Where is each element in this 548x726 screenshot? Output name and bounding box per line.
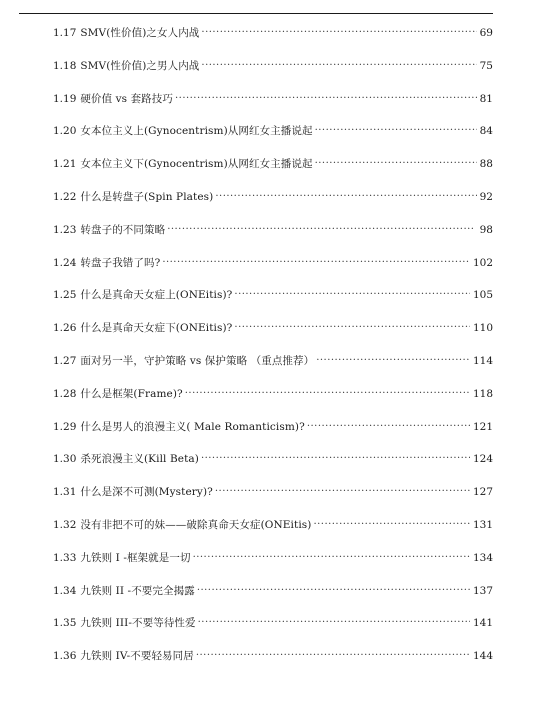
dot-leader bbox=[307, 420, 470, 430]
toc-entry-number: 1.30 bbox=[53, 453, 77, 466]
toc-entry[interactable] bbox=[53, 354, 493, 387]
toc-entry-page: 69 bbox=[479, 27, 493, 39]
toc-entry-title: 九铁则 II -不要完全揭露 bbox=[80, 584, 195, 597]
toc-entry-page: 141 bbox=[472, 617, 493, 630]
toc-entry-number: 1.33 bbox=[53, 551, 77, 564]
toc-entry-number: 1.32 bbox=[53, 518, 77, 531]
toc-entry-page: 105 bbox=[472, 289, 493, 302]
toc-entry-number: 1.34 bbox=[53, 584, 77, 597]
toc-entry-title: 什么是转盘子(Spin Plates) bbox=[80, 190, 214, 203]
toc-entry-page: 118 bbox=[472, 387, 493, 400]
toc-entry-title: 女本位主义上(Gynocentrism)从网红女主播说起 bbox=[80, 125, 313, 138]
toc-entry-title: 九铁则 I -框架就是一切 bbox=[80, 551, 191, 564]
table-of-contents bbox=[53, 26, 493, 682]
toc-entry-title: SMV(性价值)之男人内战 bbox=[80, 59, 200, 72]
dot-leader bbox=[175, 92, 477, 102]
toc-entry-title: 转盘子的不同策略 bbox=[80, 223, 166, 236]
toc-entry[interactable] bbox=[53, 288, 493, 321]
toc-entry[interactable] bbox=[53, 256, 493, 289]
toc-entry-number: 1.26 bbox=[53, 322, 77, 335]
dot-leader bbox=[234, 321, 470, 331]
dot-leader bbox=[167, 223, 476, 233]
toc-entry[interactable] bbox=[53, 420, 493, 453]
toc-entry[interactable] bbox=[53, 59, 493, 92]
toc-entry-title: 面对另一半，守护策略 vs 保护策略 （重点推荐） bbox=[80, 354, 315, 367]
toc-entry-page: 124 bbox=[472, 453, 493, 466]
toc-entry[interactable] bbox=[53, 157, 493, 190]
dot-leader bbox=[201, 59, 476, 69]
toc-entry-number: 1.22 bbox=[53, 190, 77, 203]
toc-entry[interactable] bbox=[53, 649, 493, 682]
dot-leader bbox=[201, 26, 476, 36]
toc-entry-title: 没有非把不可的妹——破除真命天女症(ONEitis) bbox=[80, 518, 312, 531]
dot-leader bbox=[315, 157, 477, 167]
toc-entry-page: 110 bbox=[472, 322, 493, 335]
toc-entry-page: 144 bbox=[472, 650, 493, 663]
dot-leader bbox=[313, 518, 469, 528]
toc-entry-title: 硬价值 vs 套路技巧 bbox=[80, 92, 173, 105]
toc-entry-title: 什么是真命天女症下(ONEitis)? bbox=[80, 322, 233, 335]
toc-entry[interactable] bbox=[53, 551, 493, 584]
dot-leader bbox=[196, 649, 470, 659]
toc-entry[interactable] bbox=[53, 584, 493, 617]
toc-entry-number: 1.35 bbox=[53, 617, 77, 630]
toc-entry-title: 九铁则 III-不要等待性爱 bbox=[80, 617, 196, 630]
dot-leader bbox=[316, 354, 470, 364]
dot-leader bbox=[185, 387, 470, 397]
toc-entry-page: 75 bbox=[479, 59, 493, 72]
toc-entry-title: 转盘子我错了吗? bbox=[80, 256, 161, 269]
dot-leader bbox=[201, 452, 470, 462]
toc-entry-number: 1.27 bbox=[53, 354, 77, 367]
dot-leader bbox=[234, 288, 470, 298]
toc-entry[interactable] bbox=[53, 26, 493, 59]
toc-entry-page: 131 bbox=[472, 518, 493, 531]
dot-leader bbox=[315, 124, 477, 134]
toc-entry-number: 1.17 bbox=[53, 27, 77, 39]
toc-entry-title: 女本位主义下(Gynocentrism)从网红女主播说起 bbox=[80, 158, 313, 171]
toc-entry[interactable] bbox=[53, 124, 493, 157]
toc-entry-number: 1.31 bbox=[53, 486, 77, 499]
toc-entry[interactable] bbox=[53, 223, 493, 256]
toc-entry[interactable] bbox=[53, 92, 493, 125]
toc-entry-page: 88 bbox=[479, 158, 493, 171]
dot-leader bbox=[193, 551, 470, 561]
toc-entry-page: 98 bbox=[479, 223, 493, 236]
toc-entry-page: 92 bbox=[479, 190, 493, 203]
toc-entry-title: 什么是男人的浪漫主义( Male Romanticism)? bbox=[80, 420, 305, 433]
toc-entry-page: 127 bbox=[472, 486, 493, 499]
toc-entry-number: 1.18 bbox=[53, 59, 77, 72]
toc-entry-title: SMV(性价值)之女人内战 bbox=[80, 27, 200, 39]
toc-entry[interactable] bbox=[53, 485, 493, 518]
dot-leader bbox=[198, 616, 470, 626]
toc-entry-title: 什么是框架(Frame)? bbox=[80, 387, 183, 400]
toc-entry-page: 84 bbox=[479, 125, 493, 138]
toc-entry-title: 杀死浪漫主义(Kill Beta) bbox=[80, 453, 199, 466]
toc-entry-page: 81 bbox=[479, 92, 493, 105]
toc-entry-page: 121 bbox=[472, 420, 493, 433]
toc-entry-number: 1.36 bbox=[53, 650, 77, 663]
toc-entry-number: 1.20 bbox=[53, 125, 77, 138]
dot-leader bbox=[162, 256, 470, 266]
toc-entry-number: 1.19 bbox=[53, 92, 77, 105]
toc-entry[interactable] bbox=[53, 387, 493, 420]
toc-entry-number: 1.23 bbox=[53, 223, 77, 236]
header-rule bbox=[19, 13, 493, 14]
dot-leader bbox=[215, 485, 470, 495]
toc-entry-page: 134 bbox=[472, 551, 493, 564]
toc-entry-title: 什么是真命天女症上(ONEitis)? bbox=[80, 289, 233, 302]
toc-entry-number: 1.28 bbox=[53, 387, 77, 400]
toc-entry-title: 什么是深不可测(Mystery)? bbox=[80, 486, 213, 499]
toc-entry-number: 1.25 bbox=[53, 289, 77, 302]
toc-entry[interactable] bbox=[53, 616, 493, 649]
toc-entry[interactable] bbox=[53, 321, 493, 354]
toc-entry[interactable] bbox=[53, 518, 493, 551]
toc-entry[interactable] bbox=[53, 190, 493, 223]
toc-entry-page: 102 bbox=[472, 256, 493, 269]
toc-entry-page: 114 bbox=[472, 354, 493, 367]
toc-entry-title: 九铁则 IV-不要轻易同居 bbox=[80, 650, 194, 663]
toc-entry-page: 137 bbox=[472, 584, 493, 597]
toc-entry[interactable] bbox=[53, 452, 493, 485]
toc-entry-number: 1.21 bbox=[53, 158, 77, 171]
toc-entry-number: 1.24 bbox=[53, 256, 77, 269]
dot-leader bbox=[215, 190, 476, 200]
dot-leader bbox=[197, 584, 470, 594]
toc-entry-number: 1.29 bbox=[53, 420, 77, 433]
